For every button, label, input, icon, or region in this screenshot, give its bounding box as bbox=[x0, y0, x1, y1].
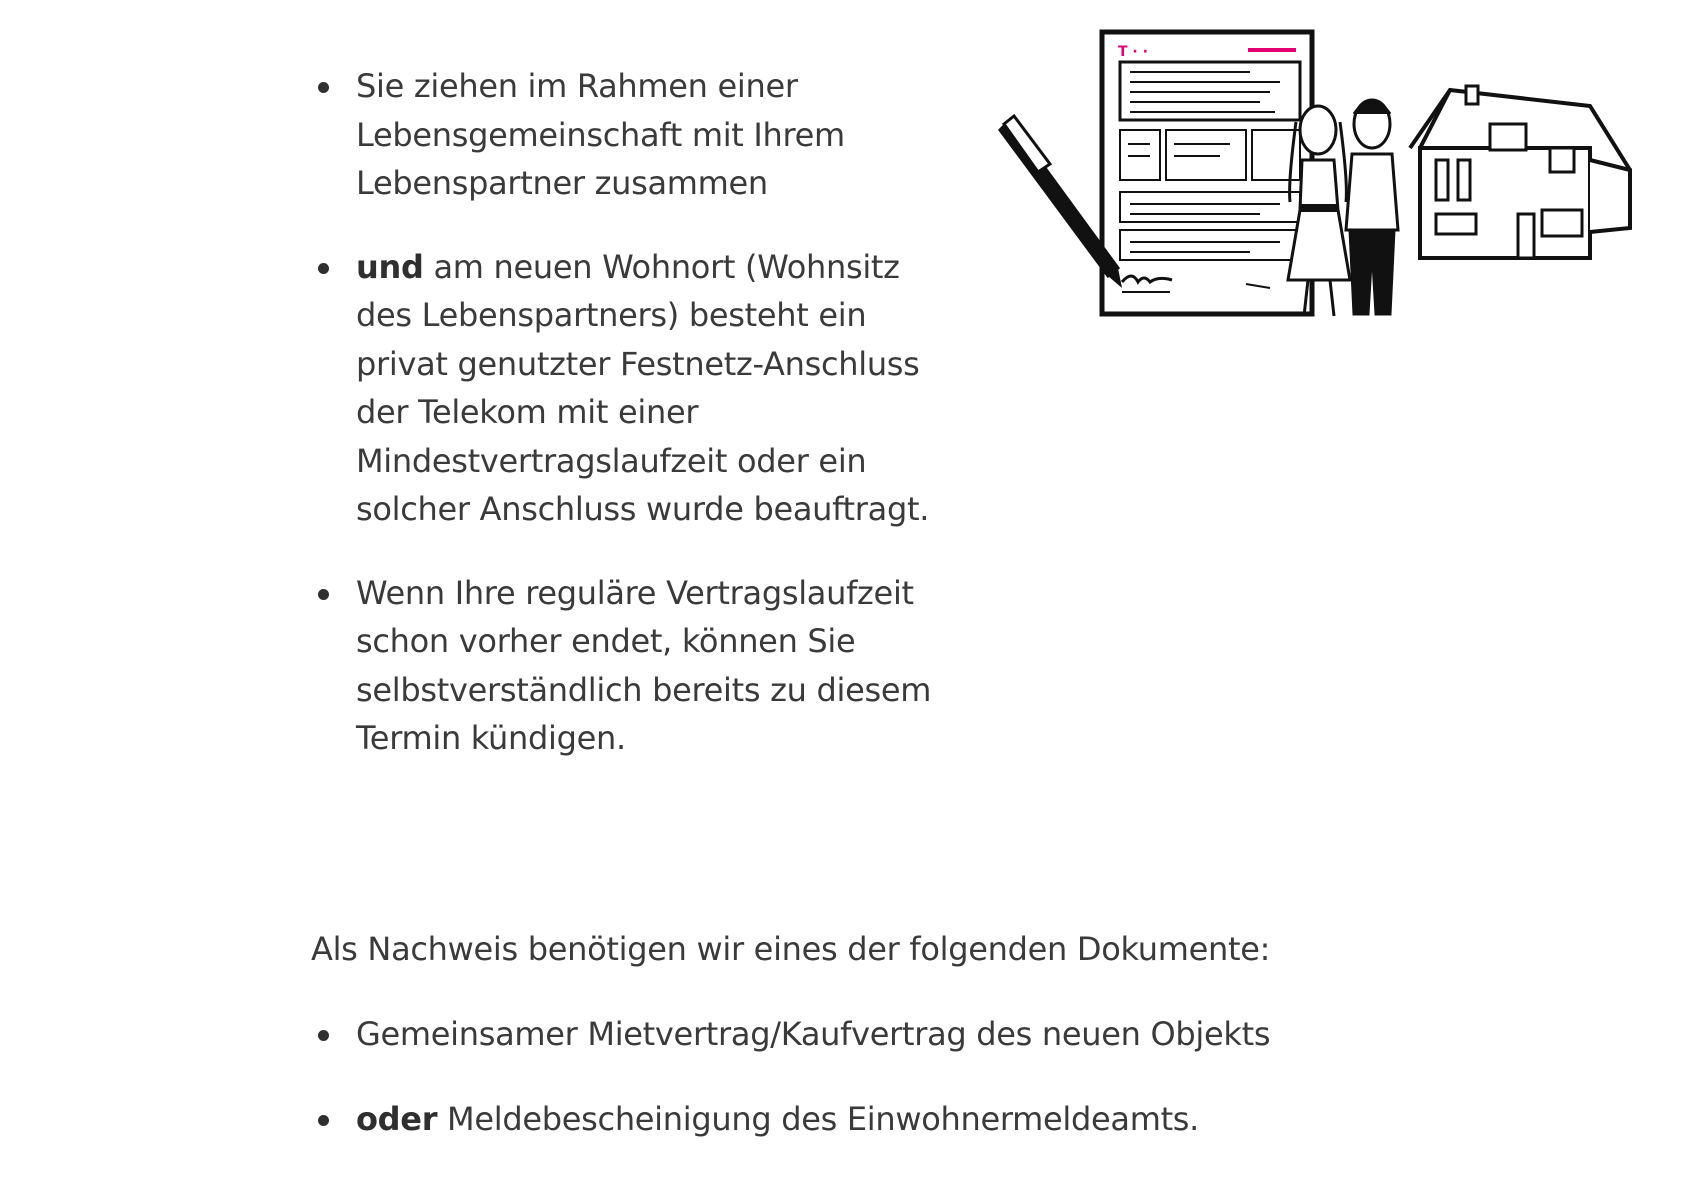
man-figure-icon bbox=[1346, 100, 1398, 314]
list-item-emphasis: oder bbox=[356, 1099, 438, 1138]
list-item-text: Wenn Ihre reguläre Vertragslaufzeit schon vorher endet, können Sie selbstverständlich bereits zu diesem Termin kündigen. bbox=[356, 573, 932, 757]
logo-text: T · · bbox=[1118, 44, 1148, 60]
conditions-list bbox=[310, 62, 950, 798]
list-item bbox=[310, 62, 950, 208]
list-item-text: Sie ziehen im Rahmen einer Lebensgemeinschaft mit Ihrem Lebenspartner zusammen bbox=[356, 67, 845, 202]
list-item bbox=[310, 569, 950, 763]
list-item-text: am neuen Wohnort (Wohnsitz des Lebenspartners) besteht ein privat genutzter Festnetz-Anschluss der Telekom mit einer Mindestvertragslaufzeit oder ein solcher Anschluss wurde beauftragt. bbox=[356, 247, 930, 528]
house-icon bbox=[1410, 86, 1630, 258]
list-item bbox=[310, 243, 950, 534]
list-item-text: Meldebescheinigung des Einwohnermeldeamts. bbox=[437, 1099, 1200, 1138]
proof-intro-text: Als Nachweis benötigen wir eines der folgenden Dokumente: bbox=[311, 930, 1271, 968]
list-item bbox=[310, 1095, 1510, 1144]
list-item-text: Gemeinsamer Mietvertrag/Kaufvertrag des neuen Objekts bbox=[356, 1015, 1271, 1053]
contract-document-icon bbox=[1102, 32, 1312, 314]
contract-couple-house-illustration bbox=[990, 20, 1640, 350]
list-item-emphasis: und bbox=[356, 247, 424, 286]
list-item bbox=[310, 1010, 1510, 1059]
